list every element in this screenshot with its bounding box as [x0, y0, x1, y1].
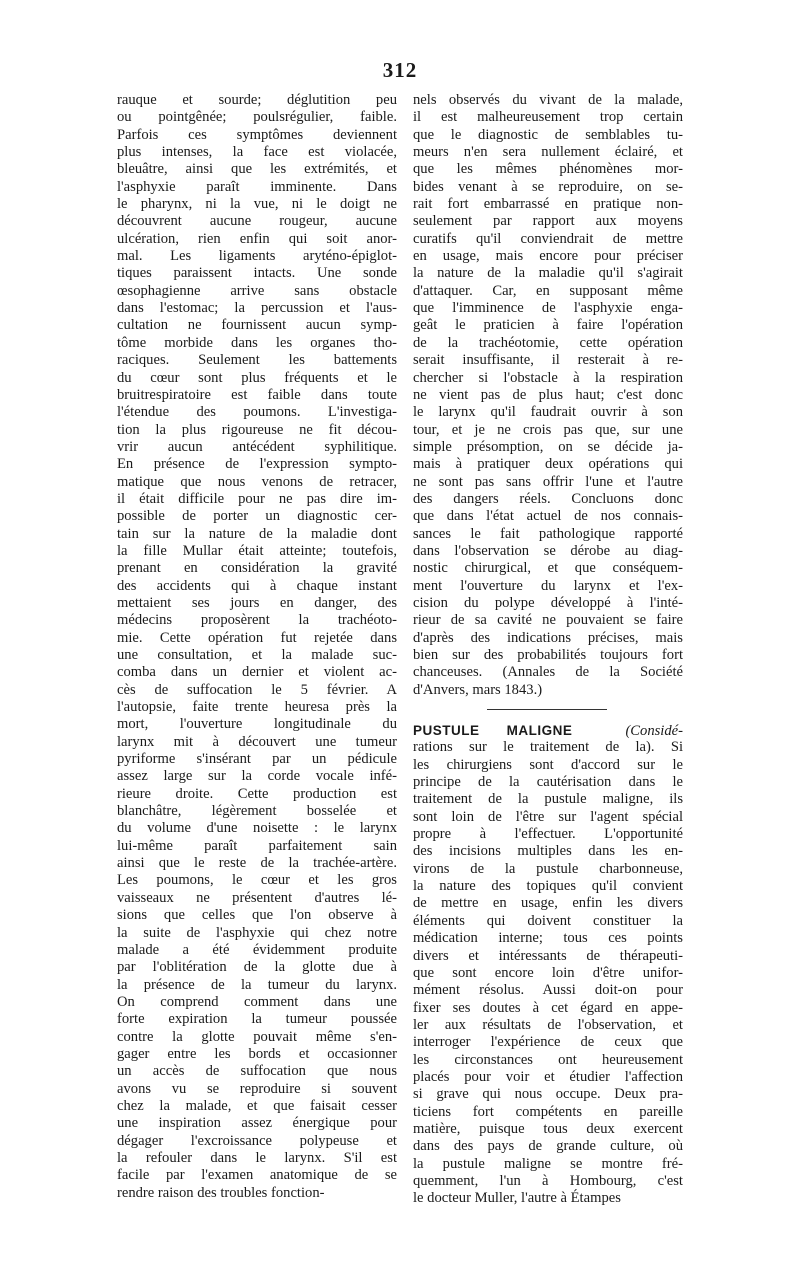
text-line: ment l'ouverture du larynx et l'ex- [413, 577, 683, 594]
text-line: ou pointgênée; poulsrégulier, faible. [117, 109, 397, 126]
text-line: possible de porter un diagnostic cer- [117, 508, 397, 525]
text-line: tour, et je ne crois pas que, sur une [413, 421, 683, 438]
text-line: mément résolus. Aussi doit-on pour [413, 982, 683, 999]
text-line: matique que nous venons de retracer, [117, 473, 397, 490]
text-line: les circonstances ont heureusement [413, 1051, 683, 1068]
text-line: bleuâtre, ainsi que les extrémités, et [117, 161, 397, 178]
text-line: bien sur des probabilités toujours fort [413, 647, 683, 663]
text-line: raciques. Seulement les battements [117, 352, 397, 369]
text-line: le docteur Muller, l'autre à Étampes [413, 1190, 621, 1207]
text-line: chez la malade, et que faisait cesser [117, 1097, 397, 1114]
text-line: prenant en considération la gravité [117, 560, 397, 577]
text-line: un accès de suffocation que nous [117, 1063, 397, 1080]
text-line: des dangers réels. Concluons donc [413, 490, 683, 507]
text-line: gager entre les bords et occasionner [117, 1045, 397, 1062]
text-line: rieure droite. Cette production est [117, 785, 397, 802]
text-line: larynx mit à découvert une tumeur [117, 733, 397, 750]
text-line: en usage, mais encore pour préciser [413, 248, 683, 265]
text-line: facile par l'examen anatomique de se [117, 1167, 397, 1184]
text-line: matière, puisque tous deux exercent [413, 1120, 683, 1137]
text-line: la nature de la maladie qu'il s'agirait [413, 265, 683, 282]
left-column [117, 92, 397, 1202]
text-line: On comprend comment dans une [117, 993, 397, 1010]
text-line: de mettre en usage, enfin les divers [413, 895, 683, 912]
text-line: d'après des indications précises, mais [413, 629, 683, 646]
section-divider [487, 709, 607, 710]
text-line: par l'oblitération de la glotte due à [117, 959, 397, 976]
text-line: des incisions multiples dans les en- [413, 843, 683, 860]
text-line: ainsi que le reste de la trachée-artère. [117, 855, 397, 872]
text-line: il était difficile pour ne pas dire im- [117, 490, 397, 507]
text-line: ulcération, rien enfin qui soit anor- [117, 230, 397, 247]
text-line: serait insuffisante, il resterait à re- [413, 352, 683, 369]
section-subtitle: (Considé- [625, 723, 683, 740]
text-line: médication interne; tous ces points [413, 930, 683, 947]
text-line: nostic chirurgical, et que conséquem- [413, 560, 683, 577]
text-line: interroger l'expérience de ceux que [413, 1034, 683, 1051]
text-line: pyriforme s'insérant par un pédicule [117, 751, 397, 768]
text-line: la fille Mullar était atteinte; toutefois, [117, 542, 397, 559]
text-line: éléments qui doivent constituer la [413, 912, 683, 929]
text-line: nels observés du vivant de la malade, [413, 92, 683, 108]
text-line: lui-même paraît parfaitement sain [117, 837, 397, 854]
text-line: le larynx qu'il faudrait ouvrir à son [413, 404, 683, 421]
text-line: les chirurgiens sont d'accord sur le [413, 756, 683, 773]
text-line: tain sur la nature de la maladie dont [117, 525, 397, 542]
text-line: assez large sur la corde vocale infé- [117, 768, 397, 785]
text-line: la pustule maligne se montre fré- [413, 1155, 683, 1172]
section-title: PUSTULE MALIGNE [413, 723, 573, 739]
text-line: la présence de la tumeur du larynx. [117, 976, 397, 993]
text-line: ticiens fort compétents en pareille [413, 1103, 683, 1120]
text-line: vaisseaux ne présentent d'autres lé- [117, 889, 397, 906]
text-line: chercher si l'obstacle à la respiration [413, 369, 683, 386]
right-column [413, 92, 683, 1208]
text-line: que dans l'état actuel de nos connais- [413, 508, 683, 525]
text-line: mais à pratiquer deux opérations qui [413, 456, 683, 473]
text-line: chanceuses. (Annales de la Société [413, 664, 683, 681]
text-line: fixer ses doutes à cet égard en appe- [413, 999, 683, 1016]
text-line: que les mêmes phénomènes mor- [413, 161, 683, 178]
text-line: seulement par rapport aux moyens [413, 213, 683, 230]
text-line: sions que celles que l'on observe à [117, 907, 397, 924]
section-body [413, 739, 683, 1207]
text-line: dans des pays de grande culture, où [413, 1138, 683, 1155]
text-line: rieur de sa cavité ne pouvaient se faire [413, 612, 683, 629]
text-line: d'Anvers, mars 1843.) [413, 681, 543, 698]
text-line: quemment, l'un à Hombourg, c'est [413, 1172, 683, 1189]
text-line: mort, l'ouverture longitudinale du [117, 716, 397, 733]
text-line: découvrent aucune rougeur, aucune [117, 213, 397, 230]
text-line: que sont encore loin d'être unifor- [413, 964, 683, 981]
text-line: cision du polype développé à l'inté- [413, 594, 683, 611]
text-line: sont loin de l'être sur l'agent spécial [413, 808, 683, 825]
text-line: blanchâtre, légèrement bosselée et [117, 803, 397, 820]
text-line: Les poumons, le cœur et les gros [117, 872, 397, 889]
text-line: d'attaquer. Car, en supposant même [413, 282, 683, 299]
text-line: ne sont pas sans offrir l'une et l'autre [413, 473, 683, 490]
text-line: sances le fait pathologique rapporté [413, 525, 683, 542]
right-column-continuation [413, 92, 683, 699]
text-line: mie. Cette opération fut rejetée dans [117, 629, 397, 646]
text-line: traitement de la pustule maligne, ils [413, 791, 683, 808]
text-line: rait fort embarrassé en pratique non- [413, 196, 683, 213]
text-line: simple présomption, on se décide ja- [413, 438, 683, 455]
text-line: du cœur sont plus fréquents et le [117, 369, 397, 386]
text-line: l'étendue des poumons. L'investiga- [117, 404, 397, 421]
text-line: divers et intéressants de thérapeuti- [413, 947, 683, 964]
text-line: ler aux résultats de l'observation, et [413, 1016, 683, 1033]
text-line: des accidents qui à chaque instant [117, 577, 397, 594]
text-line: plus intenses, la face est violacée, [117, 144, 397, 161]
text-line: principe de la cautérisation dans le [413, 774, 683, 791]
text-line: une consultation, et la malade suc- [117, 647, 397, 663]
text-line: propre à l'effectuer. L'opportunité [413, 826, 683, 843]
text-line: bides venant à se reproduire, on se- [413, 178, 683, 195]
text-line: que le diagnostic de semblables tu- [413, 126, 683, 143]
text-line: meurs n'en sera nullement éclairé, et [413, 144, 683, 161]
text-line: dans l'estomac; la percussion et l'aus- [117, 300, 397, 317]
text-line: que l'imminence de l'asphyxie enga- [413, 300, 683, 317]
text-line: la refouler dans le larynx. S'il est [117, 1149, 397, 1166]
text-line: malade a été évidemment produite [117, 941, 397, 958]
text-line: le pharynx, ni la vue, ni le doigt ne [117, 196, 397, 213]
text-line: avons vu se reproduire si souvent [117, 1080, 397, 1097]
text-line: si grave qui nous occupe. Deux pra- [413, 1086, 683, 1103]
text-line: vrir aucun antécédent syphilitique. [117, 438, 397, 455]
text-line: cultation ne fournissent aucun symp- [117, 317, 397, 334]
text-line: du volume d'une noisette : le larynx [117, 820, 397, 837]
text-line: mal. Les ligaments aryténo-épiglot- [117, 248, 397, 265]
text-line: ne vient pas de plus haut; c'est donc [413, 386, 683, 403]
text-line: la nature des topiques qu'il convient [413, 878, 683, 895]
text-line: l'autopsie, faite trente heuresa près la [117, 699, 397, 716]
text-line: œsophagienne arrive sans obstacle [117, 282, 397, 299]
text-line: mettaient ses jours en danger, des [117, 594, 397, 611]
text-line: rendre raison des troubles fonction- [117, 1184, 325, 1201]
text-line: médecins proposèrent la trachéoto- [117, 612, 397, 629]
text-line: rations sur le traitement de la). Si [413, 739, 683, 756]
text-line: dans l'observation se dérobe au diag- [413, 542, 683, 559]
text-line: tiques paraissent intacts. Une sonde [117, 265, 397, 282]
text-line: cès de suffocation le 5 février. A [117, 681, 397, 698]
section-heading-line [413, 722, 683, 739]
text-line: il est malheureusement trop certain [413, 109, 683, 126]
text-line: contre la glotte pouvait même s'en- [117, 1028, 397, 1045]
page-number: 312 [382, 58, 418, 82]
text-line: placés pour voir et étudier l'affection [413, 1068, 683, 1085]
text-line: rauque et sourde; déglutition peu [117, 92, 397, 108]
text-line: Parfois ces symptômes deviennent [117, 126, 397, 143]
text-line: la suite de l'asphyxie qui chez notre [117, 924, 397, 941]
text-line: En présence de l'expression sympto- [117, 456, 397, 473]
text-line: geât le praticien à faire l'opération [413, 317, 683, 334]
text-line: l'asphyxie paraît imminente. Dans [117, 178, 397, 195]
text-line: curatifs qu'il conviendrait de mettre [413, 230, 683, 247]
text-line: de la trachéotomie, cette opération [413, 334, 683, 351]
text-line: une inspiration assez énergique pour [117, 1115, 397, 1132]
text-line: tôme morbide dans les organes tho- [117, 334, 397, 351]
text-line: virons de la pustule charbonneuse, [413, 860, 683, 877]
text-line: bruitrespiratoire est faible dans toute [117, 386, 397, 403]
text-line: dégager l'excroissance polypeuse et [117, 1132, 397, 1149]
text-line: forte expiration la tumeur poussée [117, 1011, 397, 1028]
text-line: comba dans un dernier et violent ac- [117, 664, 397, 681]
text-line: tion la plus rigoureuse ne fit décou- [117, 421, 397, 438]
